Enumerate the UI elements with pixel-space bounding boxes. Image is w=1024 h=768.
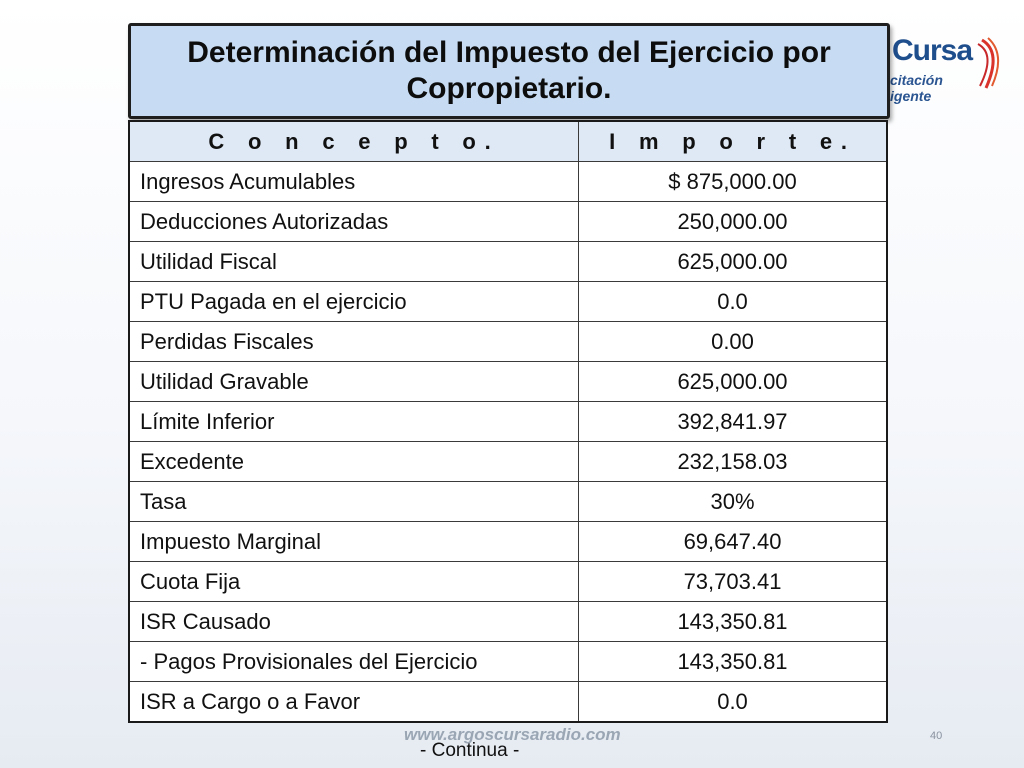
- amount-cell: 69,647.40: [579, 522, 888, 562]
- concept-cell: Ingresos Acumulables: [129, 162, 579, 202]
- header-amount: I m p o r t e.: [579, 121, 888, 162]
- amount-cell: 625,000.00: [579, 362, 888, 402]
- amount-cell: 0.0: [579, 282, 888, 322]
- amount-cell: 250,000.00: [579, 202, 888, 242]
- concept-cell: Utilidad Fiscal: [129, 242, 579, 282]
- logo-tagline-1: citación: [890, 72, 943, 88]
- table-row: [129, 242, 887, 282]
- amount-cell: 392,841.97: [579, 402, 888, 442]
- logo-tagline-2: igente: [890, 88, 932, 104]
- table-row: [129, 322, 887, 362]
- footer-url: www.argoscursaradio.com: [404, 725, 621, 744]
- concept-cell: Cuota Fija: [129, 562, 579, 602]
- table-row: [129, 682, 887, 723]
- amount-cell: 143,350.81: [579, 602, 888, 642]
- logo-name: Cursa: [892, 34, 973, 67]
- tax-table: [128, 120, 888, 723]
- concept-cell: - Pagos Provisionales del Ejercicio: [129, 642, 579, 682]
- amount-cell: 232,158.03: [579, 442, 888, 482]
- logo: [880, 28, 1010, 104]
- concept-cell: Excedente: [129, 442, 579, 482]
- concept-cell: Límite Inferior: [129, 402, 579, 442]
- continua-label: - Continua -: [420, 740, 520, 761]
- page-number: 40: [930, 730, 943, 742]
- table-row: [129, 602, 887, 642]
- concept-cell: Impuesto Marginal: [129, 522, 579, 562]
- concept-cell: PTU Pagada en el ejercicio: [129, 282, 579, 322]
- table-row: [129, 362, 887, 402]
- table-row: [129, 522, 887, 562]
- amount-cell: 143,350.81: [579, 642, 888, 682]
- amount-cell: 625,000.00: [579, 242, 888, 282]
- table-row: [129, 482, 887, 522]
- table-row: [129, 442, 887, 482]
- table-row: [129, 282, 887, 322]
- table-header-row: [129, 121, 887, 162]
- title-box: [128, 23, 890, 119]
- concept-cell: ISR a Cargo o a Favor: [129, 682, 579, 723]
- concept-cell: Perdidas Fiscales: [129, 322, 579, 362]
- page-title: Determinación del Impuesto del Ejercicio por Copropietario.: [187, 36, 831, 105]
- table-row: [129, 202, 887, 242]
- amount-cell: 0.0: [579, 682, 888, 723]
- amount-cell: 0.00: [579, 322, 888, 362]
- table-row: [129, 642, 887, 682]
- swoosh-icon: [976, 32, 1006, 92]
- concept-cell: Utilidad Gravable: [129, 362, 579, 402]
- table-row: [129, 562, 887, 602]
- table-row: [129, 162, 887, 202]
- concept-cell: Tasa: [129, 482, 579, 522]
- amount-cell: 30%: [579, 482, 888, 522]
- concept-cell: Deducciones Autorizadas: [129, 202, 579, 242]
- concept-cell: ISR Causado: [129, 602, 579, 642]
- header-concept: C o n c e p t o.: [129, 121, 579, 162]
- table-row: [129, 402, 887, 442]
- amount-cell: $ 875,000.00: [579, 162, 888, 202]
- amount-cell: 73,703.41: [579, 562, 888, 602]
